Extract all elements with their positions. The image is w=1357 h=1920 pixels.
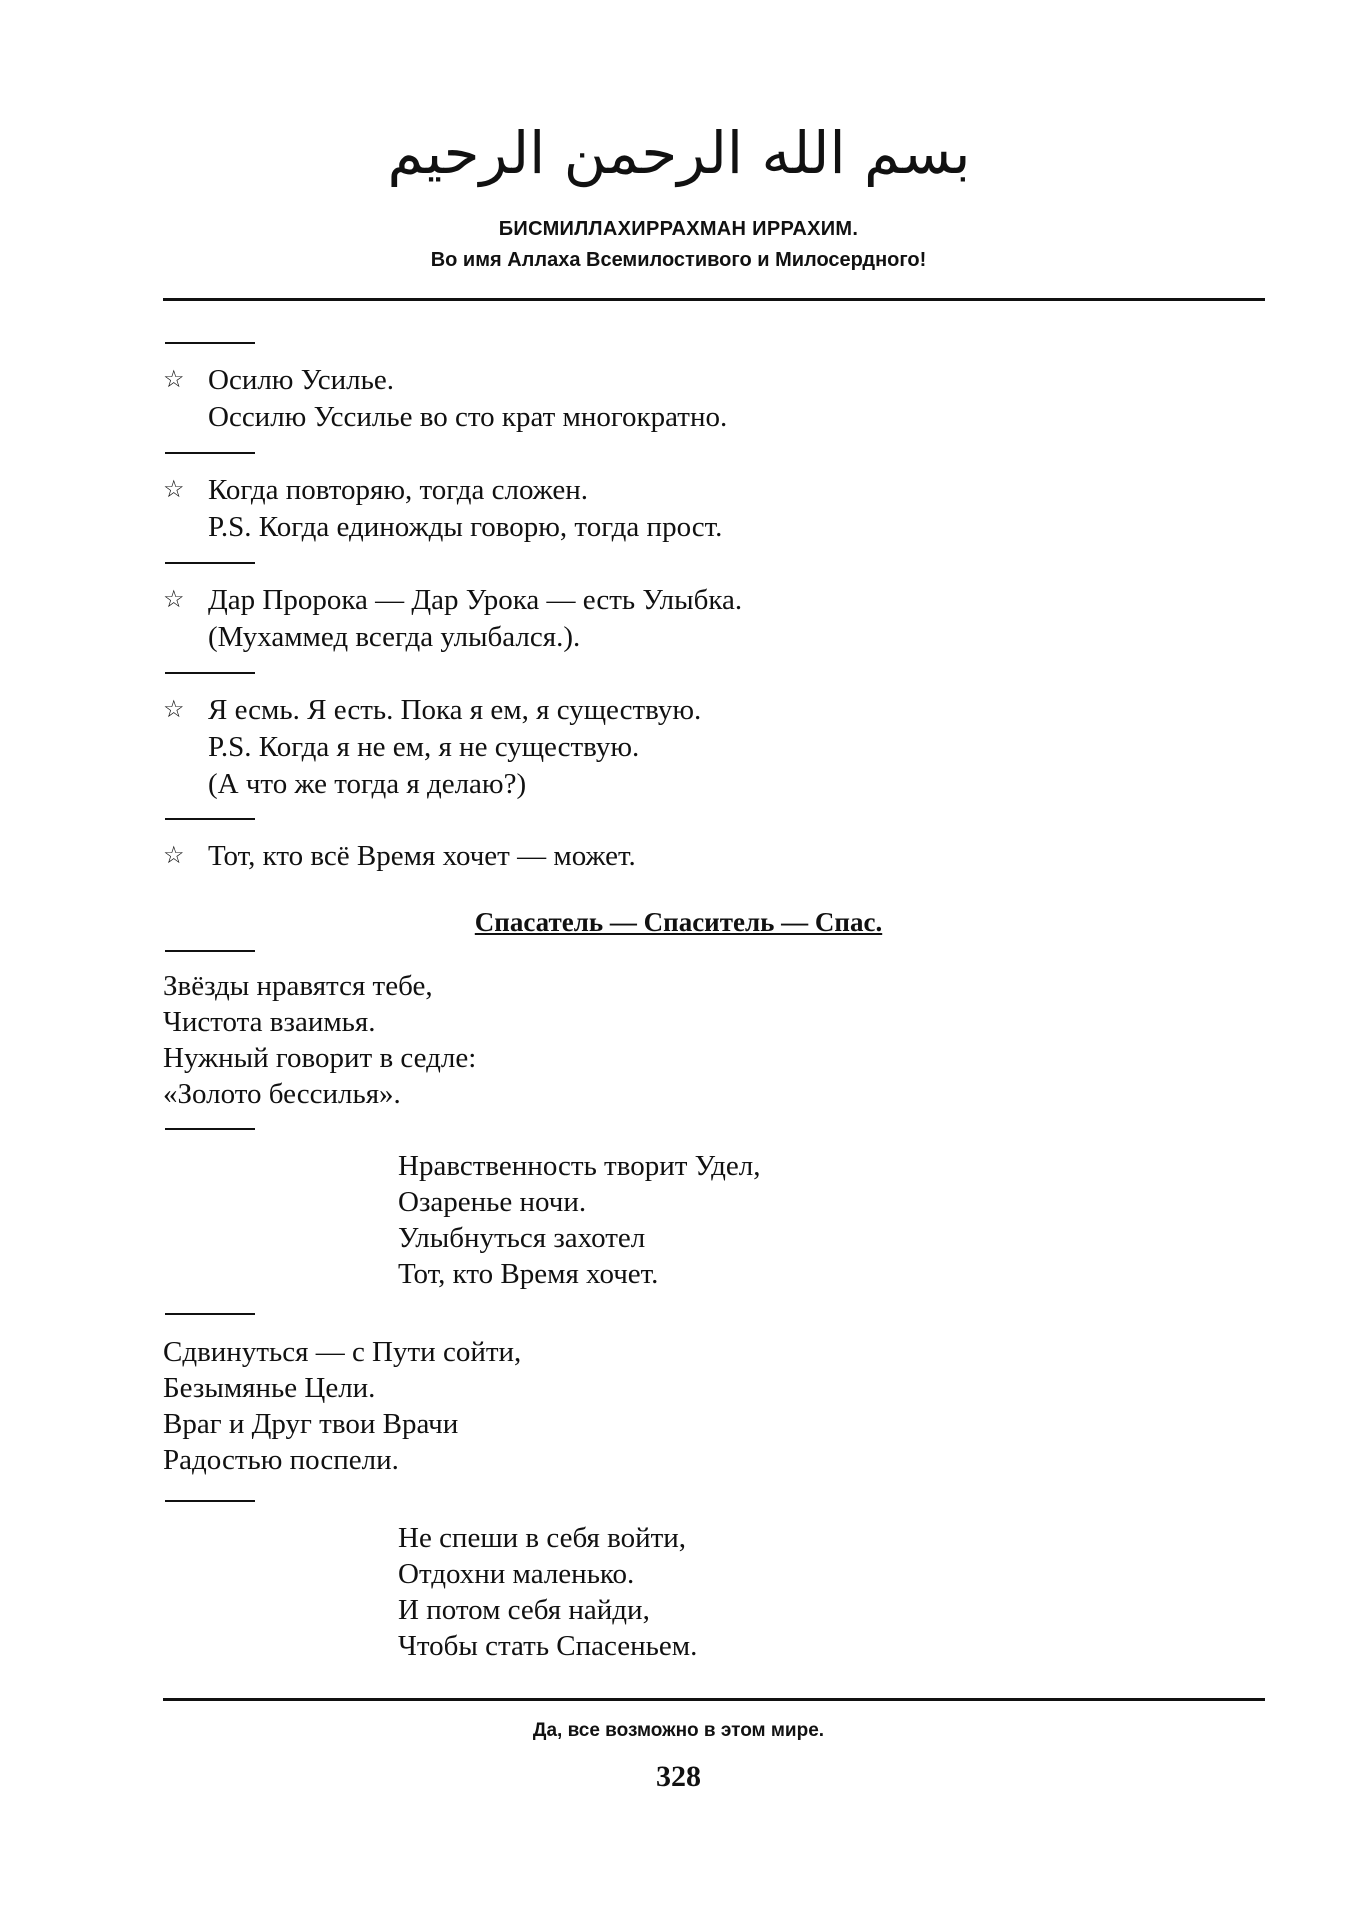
- header-title: БИСМИЛЛАХИРРАХМАН ИРРАХИМ.: [498, 218, 859, 240]
- poem-line: Радостью поспели.: [163, 1444, 399, 1476]
- poem-line: Отдохни маленько.: [398, 1558, 635, 1590]
- star-icon: ☆: [163, 587, 185, 613]
- footer-text: Да, все возможно в этом мире.: [532, 1720, 825, 1741]
- separator: [165, 1500, 255, 1502]
- arabic-calligraphy-icon: [387, 95, 970, 195]
- separator: [165, 672, 255, 674]
- header-subtitle: Во имя Аллаха Всемилостивого и Милосердного!: [430, 249, 927, 271]
- saying-line: (А что же тогда я делаю?): [208, 768, 527, 800]
- saying-line: P.S. Когда единожды говорю, тогда прост.: [208, 511, 723, 543]
- separator: [165, 1313, 255, 1315]
- saying-line: Оссилю Уссилье во сто крат многократно.: [208, 401, 728, 433]
- star-icon: ☆: [163, 697, 185, 723]
- poem-line: И потом себя найди,: [398, 1594, 650, 1626]
- poem-line: Нравственность творит Удел,: [398, 1150, 761, 1182]
- saying-line: Осилю Усилье.: [208, 364, 394, 396]
- separator: [165, 562, 255, 564]
- poem-line: Чистота взаимья.: [163, 1006, 376, 1038]
- separator: [165, 818, 255, 820]
- star-icon: ☆: [163, 843, 185, 869]
- page-number: 328: [656, 1760, 701, 1793]
- bottom-divider: [163, 1698, 1265, 1701]
- poem-line: Чтобы стать Спасеньем.: [398, 1630, 698, 1662]
- separator: [165, 1128, 255, 1130]
- saying-line: (Мухаммед всегда улыбался.).: [208, 621, 581, 653]
- poem-title: Спасатель — Спаситель — Спас.: [474, 907, 883, 937]
- separator: [165, 452, 255, 454]
- poem-line: Тот, кто Время хочет.: [398, 1258, 659, 1290]
- poem-line: Сдвинуться — с Пути сойти,: [163, 1336, 522, 1368]
- poem-line: Улыбнуться захотел: [398, 1222, 646, 1254]
- poem-line: Не спеши в себя войти,: [398, 1522, 687, 1554]
- poem-line: Безымянье Цели.: [163, 1372, 376, 1404]
- poem-line: Озаренье ночи.: [398, 1186, 587, 1218]
- saying-line: Я есмь. Я есть. Пока я ем, я существую.: [208, 694, 702, 726]
- saying-line: Когда повторяю, тогда сложен.: [208, 474, 589, 506]
- poem-line: Нужный говорит в седле:: [163, 1042, 477, 1074]
- saying-line: Дар Пророка — Дар Урока — есть Улыбка.: [208, 584, 743, 616]
- poem-line: Звёзды нравятся тебе,: [163, 970, 433, 1002]
- saying-line: Тот, кто всё Время хочет — может.: [208, 840, 636, 872]
- star-icon: ☆: [163, 477, 185, 503]
- saying-line: P.S. Когда я не ем, я не существую.: [208, 731, 640, 763]
- poem-line: «Золото бессилья».: [163, 1078, 401, 1110]
- poem-line: Враг и Друг твои Врачи: [163, 1408, 459, 1440]
- top-divider: [163, 298, 1265, 301]
- separator: [165, 950, 255, 952]
- svg-text:بسم الله الرحمن الرحيم: بسم الله الرحمن الرحيم: [387, 119, 970, 187]
- basmala-calligraphy: [0, 95, 1357, 200]
- separator: [165, 342, 255, 344]
- star-icon: ☆: [163, 367, 185, 393]
